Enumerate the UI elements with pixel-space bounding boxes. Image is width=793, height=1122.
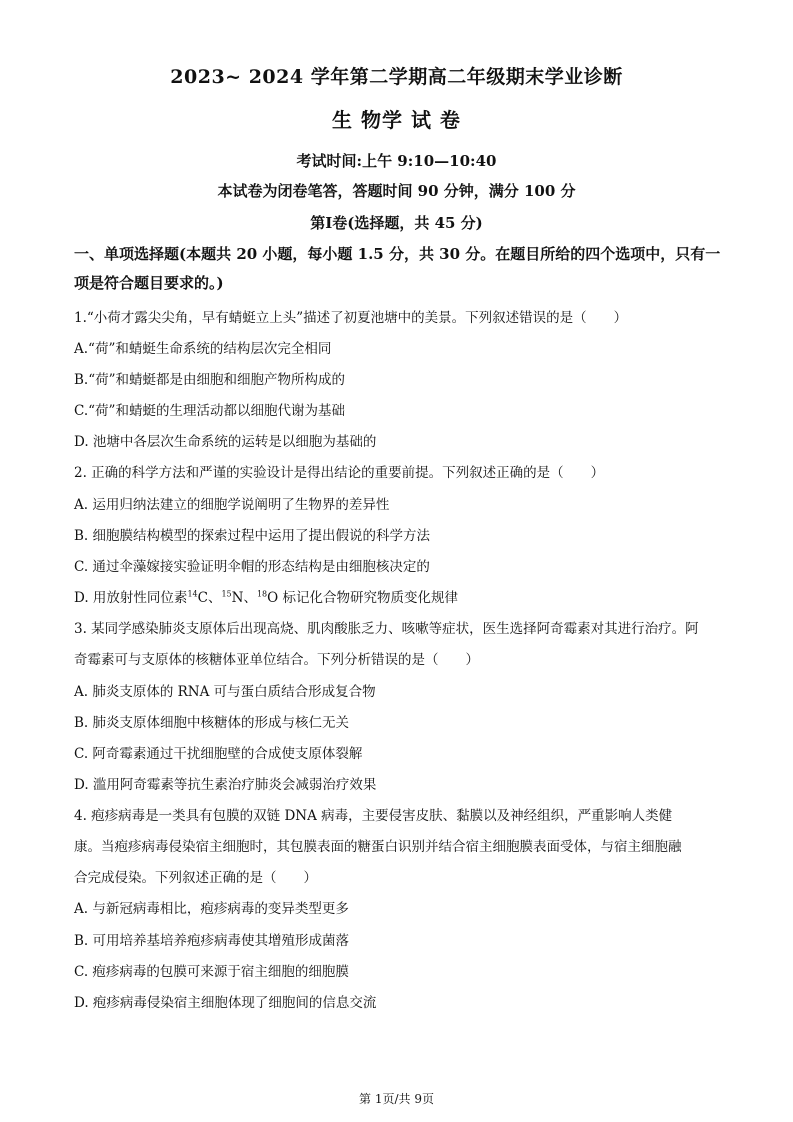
q2-option-d-part2: N、 (231, 590, 257, 606)
q2-option-d-part3: O 标记化合物研究物质变化规律 (267, 590, 459, 606)
q1-option-b: B.“荷”和蜻蜓都是由细胞和细胞产物所构成的 (74, 372, 346, 388)
q4-stem-line2: 康。当疱疹病毒侵染宿主细胞时，其包膜表面的糖蛋白识别并结合宿主细胞膜表面受体，与宿主细胞融 (74, 839, 682, 855)
q4-stem-line3: 合完成侵染。下列叙述正确的是（ ） (74, 870, 317, 886)
section-heading: 一、单项选择题(本题共 20 小题，每小题 1.5 分，共 30 分。在题目所给的四个选项中，只有一项是符合题目要求的。) (74, 245, 721, 292)
q2-option-a: A. 运用归纳法建立的细胞学说阐明了生物界的差异性 (74, 497, 390, 513)
q4-stem-line1: 4. 疱疹病毒是一类具有包膜的双链 DNA 病毒，主要侵害皮肤、黏膜以及神经组织，严重影响人类健 (74, 808, 673, 824)
q1-option-a: A.“荷”和蜻蜓生命系统的结构层次完全相同 (74, 341, 332, 357)
exam-title: 2023~ 2024 学年第二学期高二年级期末学业诊断 (170, 66, 623, 88)
q4-option-c: C. 疱疹病毒的包膜可来源于宿主细胞的细胞膜 (74, 964, 349, 980)
page-number: 第 1页/共 9页 (359, 1092, 434, 1106)
q2-option-d-part1: C、 (197, 590, 222, 606)
q1-option-c: C.“荷”和蜻蜓的生理活动都以细胞代谢为基础 (74, 403, 345, 419)
q2-option-b: B. 细胞膜结构模型的探索过程中运用了提出假说的科学方法 (74, 528, 431, 544)
q1-stem: 1.“小荷才露尖尖角，早有蜻蜓立上头”描述了初夏池塘中的美景。下列叙述错误的是（ ） (74, 310, 628, 326)
isotope-mass-18: 18 (256, 589, 268, 599)
q3-option-a: A. 肺炎支原体的 RNA 可与蛋白质结合形成复合物 (74, 684, 376, 700)
q2-option-d-prefix: D. 用放射性同位素 (74, 590, 188, 606)
exam-rules: 本试卷为闭卷笔答，答题时间 90 分钟，满分 100 分 (217, 182, 576, 200)
q4-option-a: A. 与新冠病毒相比，疱疹病毒的变异类型更多 (74, 901, 349, 917)
q3-option-d: D. 滥用阿奇霉素等抗生素治疗肺炎会减弱治疗效果 (74, 777, 377, 793)
q3-option-b: B. 肺炎支原体细胞中核糖体的形成与核仁无关 (74, 715, 350, 731)
q4-option-d: D. 疱疹病毒侵染宿主细胞体现了细胞间的信息交流 (74, 995, 377, 1011)
volume-heading: 第Ⅰ卷(选择题，共 45 分) (310, 214, 483, 232)
q3-stem-line2: 奇霉素可与支原体的核糖体亚单位结合。下列分析错误的是（ ） (74, 652, 479, 668)
exam-time: 考试时间:上午 9:10—10:40 (296, 152, 497, 170)
subject-title: 生 物学 试 卷 (332, 108, 461, 132)
q3-option-c: C. 阿奇霉素通过干扰细胞壁的合成使支原体裂解 (74, 746, 363, 762)
isotope-mass-15: 15 (221, 589, 232, 599)
q4-option-b: B. 可用培养基培养疱疹病毒使其增殖形成菌落 (74, 933, 350, 949)
isotope-mass-14: 14 (187, 589, 198, 599)
q2-option-c: C. 通过伞藻嫁接实验证明伞帽的形态结构是由细胞核决定的 (74, 559, 430, 575)
q2-stem: 2. 正确的科学方法和严谨的实验设计是得出结论的重要前提。下列叙述正确的是（ ） (74, 465, 605, 481)
q3-stem-line1: 3. 某同学感染肺炎支原体后出现高烧、肌肉酸胀乏力、咳嗽等症状，医生选择阿奇霉素对其进行治疗。阿 (74, 621, 699, 637)
q1-option-d: D. 池塘中各层次生命系统的运转是以细胞为基础的 (74, 434, 377, 450)
q2-option-d (74, 586, 458, 606)
